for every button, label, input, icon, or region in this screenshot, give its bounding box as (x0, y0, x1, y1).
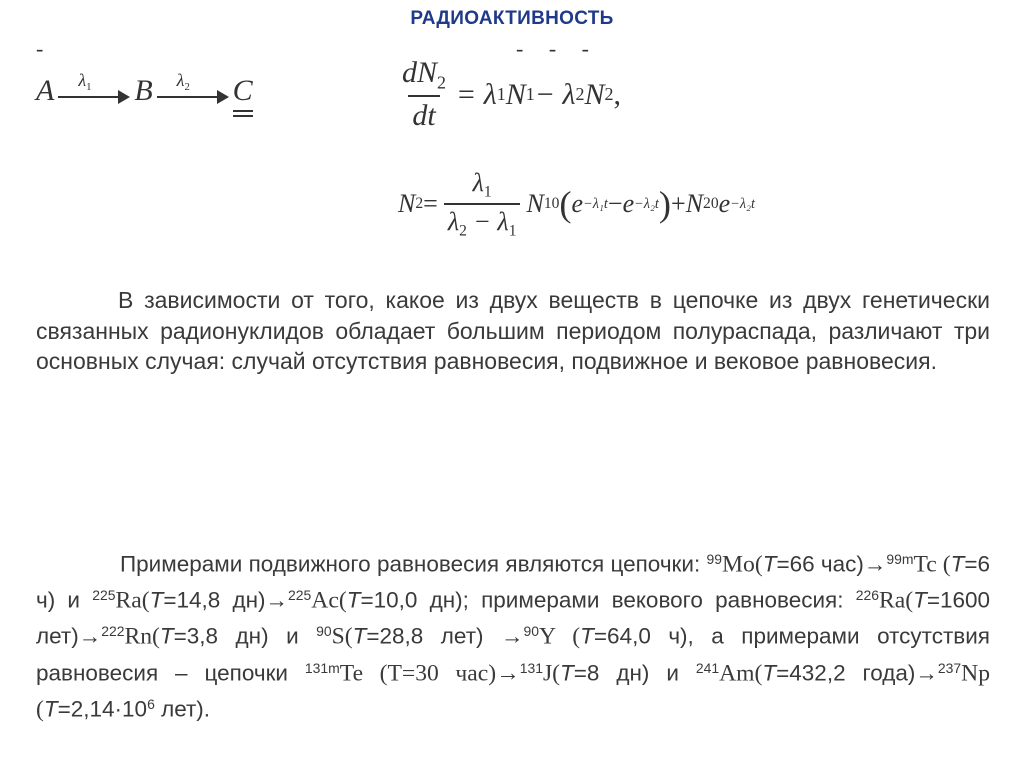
solution-equation: N 2 = $\frac{\lambda_1}{\lambda_2 - \lambda_1}$ N 10 ( e −λ₁t − e −λ₂t ) + N 20 e −λ₂t (398, 168, 755, 240)
chain-nuclide-a: A (36, 74, 55, 107)
chain-arrow-2 (157, 70, 229, 108)
equation-dots: - - - (516, 36, 599, 61)
rate-fraction: $\frac{dN_2}{dt}$ (402, 56, 447, 133)
lambda-fraction: $\frac{\lambda_1}{\lambda_2 - \lambda_1}$ (444, 168, 521, 241)
chain-arrow-1 (58, 70, 130, 108)
decay-chain (36, 58, 253, 108)
chain-arrow-1-label: $\lambda_1$ (78, 70, 92, 93)
rate-equation: $\frac{dN_2}{dt}$ = λ 1 N 1 − λ 2 N 2 , (392, 56, 621, 133)
paragraph-1-text: В зависимости от того, какое из двух веществ в цепочке из двух генетически связанных радионуклидов обладает большим периодом полураспада, различают три основных случая: случай отсутствия равновесия, подвижное и вековое равновесия. (36, 287, 990, 374)
chain-nuclide-c: C (232, 74, 253, 107)
equilibrium-cases-paragraph (36, 285, 990, 377)
page-title: РАДИОАКТИВНОСТЬ (410, 8, 614, 29)
chain-arrow-2-label: $\lambda_2$ (176, 70, 190, 93)
chain-dot-mark: - (36, 36, 54, 61)
chain-nuclide-b: B (134, 74, 153, 107)
equilibrium-examples-paragraph: Примерами подвижного равновесия являются цепочки: $^{99}$Mo(T=66 час)→$^{99m}$Tc (T=6 ч) и $^{225}$Ra(T=14,8 дн)→$^{225}$Ac(T=10,0 дн); примерами векового равновесия: $^{226}$Ra(T=1600 лет)→$^{222}$Rn(T=3,8 дн) и $^{90}$S(T=28,8 лет) →$^{90}$Y (T=64,0 ч), а примерами отсутствия равновесия – цепочки $^{131m}$Te (T=30 час)→$^{131}$J(T=8 дн) и $^{241}$Am(T=432,2 года)→$^{237}$Np ($T=2,14\cdot 10^6$ лет). (36, 551, 991, 723)
